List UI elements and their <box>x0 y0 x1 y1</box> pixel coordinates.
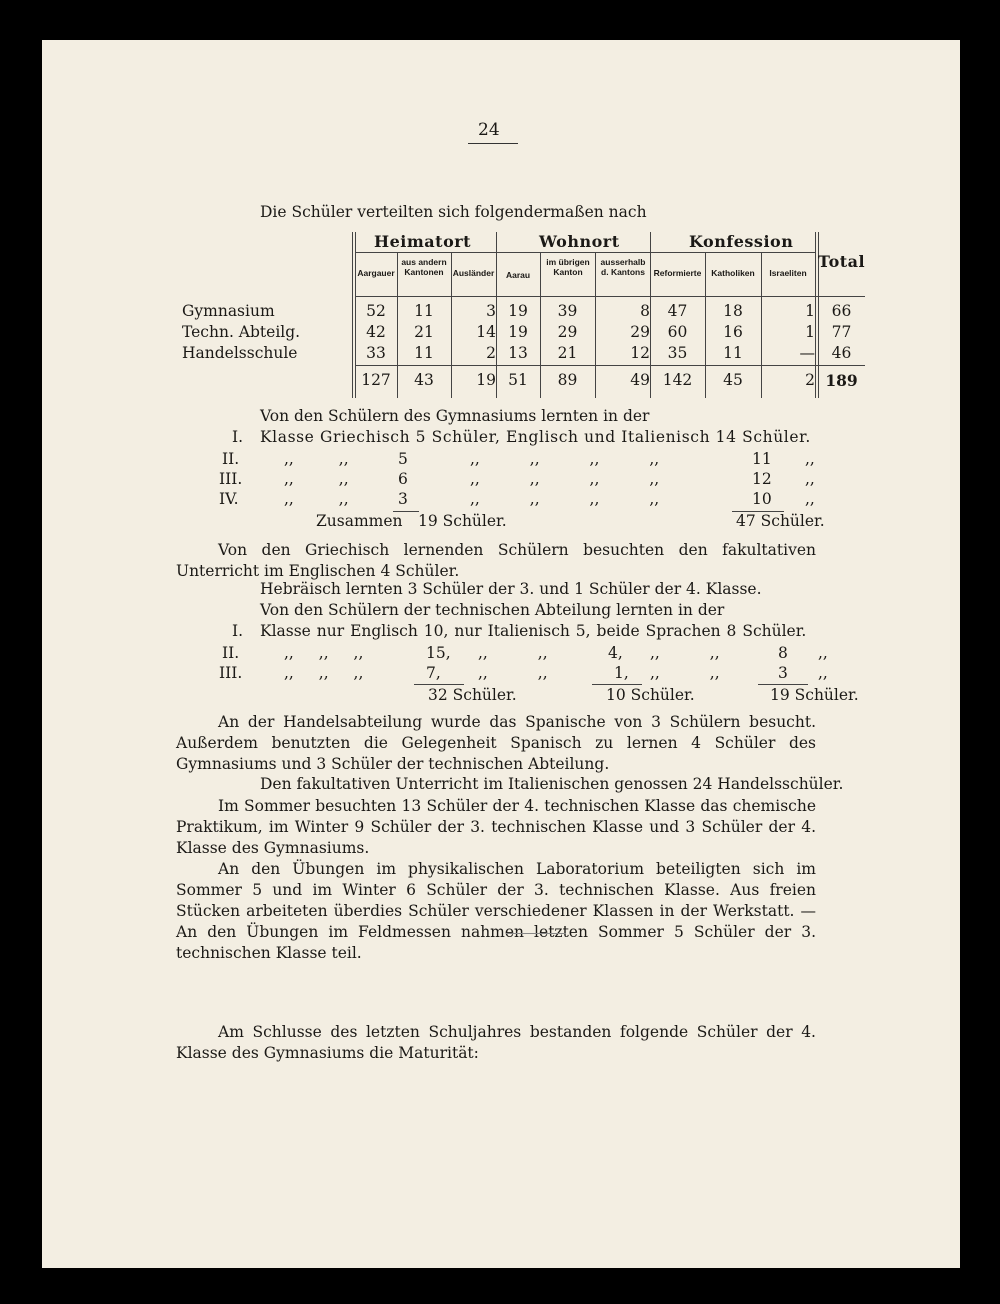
table-cell: 13 <box>508 344 528 362</box>
paragraph-physics <box>176 859 816 964</box>
total-header: Total <box>818 252 866 271</box>
tech-row-num: III. <box>219 664 243 682</box>
subheader-aarau: Aarau <box>505 270 531 280</box>
ditto-marks: ,, ,, <box>284 470 349 488</box>
table-cell: 1 <box>805 323 815 341</box>
tech-both-count: 3 <box>778 664 788 682</box>
tech-sum-english: 32 Schüler. <box>428 686 517 704</box>
table-total-cell: 45 <box>723 371 743 389</box>
table-total-cell: 142 <box>662 371 693 389</box>
gym-greek-count: 3 <box>398 490 408 508</box>
gym-row-text: Klasse Griechisch 5 Schüler, Englisch und Italienisch 14 Schüler. <box>260 428 811 446</box>
row-label: Gymnasium <box>182 302 275 320</box>
table-cell: 8 <box>640 302 650 320</box>
ditto-marks: ,, ,, <box>284 490 349 508</box>
page-number: 24 <box>478 120 500 140</box>
ditto-marks: ,, ,, <box>284 450 349 468</box>
table-cell: 19 <box>508 302 528 320</box>
ditto-marks: ,, ,, ,, ,, <box>470 470 660 488</box>
subheader-ausserhalb: ausserhalb d. Kantons <box>600 257 646 277</box>
table-total-cell: 89 <box>557 371 578 389</box>
table-cell: 47 <box>667 302 688 320</box>
tech-sum-both: 19 Schüler. <box>770 686 859 704</box>
table-cell: 12 <box>630 344 650 362</box>
table-total-cell: 2 <box>805 371 815 389</box>
gym-engl-ital-count: 11 <box>752 450 772 468</box>
group-header-wohnort: Wohnort <box>539 232 620 251</box>
table-cell: 39 <box>557 302 578 320</box>
ditto-marks: ,, <box>805 470 815 488</box>
gym-row-num: III. <box>219 470 243 488</box>
table-total-cell: 127 <box>361 371 391 389</box>
tech-intro: Von den Schülern der technischen Abteilung lernten in der <box>260 601 725 619</box>
table-cell: 14 <box>476 323 496 341</box>
table-cell: 29 <box>557 323 578 341</box>
table-cell: 52 <box>366 302 386 320</box>
gym-intro: Von den Schülern des Gymnasiums lernten in der <box>260 407 650 425</box>
paragraph-text: Von den Griechisch lernenden Schülern besuchten den fakultativen Unterricht im Englischen 4 Schüler. <box>176 541 816 580</box>
subheader-katholiken: Katholiken <box>711 268 755 278</box>
paragraph-text: Am Schlusse des letzten Schuljahres bestanden folgende Schüler der 4. Klasse des Gymnasiums die Maturität: <box>176 1023 816 1062</box>
subheader-andere-kantone: aus andern Kantonen <box>401 257 447 277</box>
table-total-cell: 19 <box>476 371 496 389</box>
group-header-konfession: Konfession <box>689 232 794 251</box>
gym-row-num: II. <box>222 450 240 468</box>
table-cell-total: 66 <box>831 302 852 320</box>
sum-label: Zusammen <box>316 512 403 530</box>
tech-row-text: Klasse nur Englisch 10, nur Italienisch 5, beide Sprachen 8 Schüler. <box>260 622 807 640</box>
table-cell: 3 <box>486 302 496 320</box>
ditto-marks: ,, <box>805 450 815 468</box>
paragraph-chemistry <box>176 796 816 859</box>
gym-engl-ital-count: 12 <box>752 470 772 488</box>
paragraph-spanish <box>176 712 816 775</box>
table-cell: 19 <box>508 323 528 341</box>
ditto-marks: ,, ,, <box>478 644 548 662</box>
subheader-auslaender: Ausländer <box>452 268 495 278</box>
table-cell: 11 <box>414 344 434 362</box>
row-label: Techn. Abteilg. <box>182 323 301 341</box>
paragraph-text: An der Handelsabteilung wurde das Spanische von 3 Schülern besucht. Außerdem benutzten die Gelegenheit Spanisch zu lernen 4 Schüler des Gymnasiums und 3 Schüler der technischen Abteilung. <box>176 713 816 773</box>
row-label: Handelsschule <box>182 344 298 362</box>
table-cell-total: 46 <box>831 344 852 362</box>
table-cell: 42 <box>366 323 386 341</box>
subheader-israeliten: Israeliten <box>769 268 807 278</box>
table-cell: 21 <box>557 344 578 362</box>
table-cell: 35 <box>667 344 688 362</box>
table-cell-total: 77 <box>831 323 852 341</box>
group-header-heimatort: Heimatort <box>374 232 472 251</box>
table-total-cell: 51 <box>508 371 528 389</box>
ditto-marks: ,, <box>818 664 828 682</box>
subheader-uebriger-kanton: im übrigen Kanton <box>546 257 590 277</box>
paragraph-italian: Den fakultativen Unterricht im Italienischen genossen 24 Handelsschüler. <box>260 775 844 793</box>
table-cell: 16 <box>723 323 743 341</box>
tech-both-count: 8 <box>778 644 788 662</box>
table-cell: 21 <box>414 323 434 341</box>
grand-total: 189 <box>825 371 858 390</box>
ditto-marks: ,, <box>805 490 815 508</box>
gym-greek-count: 6 <box>398 470 408 488</box>
tech-italian-count: 4, <box>608 644 623 662</box>
paragraph-greek-english <box>176 540 816 582</box>
ditto-marks: ,, ,, <box>478 664 548 682</box>
tech-sum-italian: 10 Schüler. <box>606 686 695 704</box>
tech-row-num: II. <box>222 644 240 662</box>
gym-row-num: I. <box>232 428 244 446</box>
gym-sum-engl-ital: 47 Schüler. <box>736 512 825 530</box>
gym-greek-count: 5 <box>398 450 408 468</box>
tech-row-num: I. <box>232 622 244 640</box>
subheader-reformierte: Reformierte <box>653 268 702 278</box>
table-cell: 29 <box>630 323 650 341</box>
ditto-marks: ,, ,, <box>650 664 720 682</box>
ditto-marks: ,, ,, ,, ,, <box>470 450 660 468</box>
paragraph-maturity <box>176 1022 816 1064</box>
paragraph-hebrew: Hebräisch lernten 3 Schüler der 3. und 1 Schüler der 4. Klasse. <box>260 580 762 598</box>
ditto-marks: ,, ,, ,, <box>284 644 364 662</box>
gym-engl-ital-count: 10 <box>752 490 772 508</box>
table-cell: 33 <box>366 344 386 362</box>
table-cell: 1 <box>805 302 815 320</box>
table-cell: 2 <box>486 344 496 362</box>
table-cell: 18 <box>723 302 743 320</box>
gym-row-num: IV. <box>219 490 239 508</box>
table-cell: 11 <box>414 302 434 320</box>
subheader-aargauer: Aargauer <box>357 268 395 278</box>
ditto-marks: ,, ,, <box>650 644 720 662</box>
table-intro: Die Schüler verteilten sich folgendermaßen nach <box>260 203 647 221</box>
section-divider <box>506 933 566 934</box>
paragraph-text: Im Sommer besuchten 13 Schüler der 4. technischen Klasse das chemische Praktikum, im Winter 9 Schüler der 3. technischen Klasse und 3 Schüler der 4. Klasse des Gymnasiums. <box>176 797 816 857</box>
gym-sum-greek: 19 Schüler. <box>418 512 507 530</box>
tech-english-count: 15, <box>426 644 451 662</box>
table-cell: 60 <box>667 323 688 341</box>
paragraph-text: An den Übungen im physikalischen Laboratorium beteiligten sich im Sommer 5 und im Winter 6 Schüler der 3. technischen Klasse. Aus freien Stücken arbeiteten überdies Schüler verschiedener Klassen in der Werkstatt. — An den Übungen im Feldmessen nahmen letzten Sommer 5 Schüler der 3. technischen Klasse teil. <box>176 860 816 962</box>
table-total-cell: 49 <box>630 371 650 389</box>
table-cell: 11 <box>723 344 743 362</box>
tech-english-count: 7, <box>426 664 441 682</box>
page-number-rule <box>468 143 518 144</box>
ditto-marks: ,, <box>818 644 828 662</box>
ditto-marks: ,, ,, ,, <box>284 664 364 682</box>
tech-italian-count: 1, <box>614 664 629 682</box>
table-total-cell: 43 <box>414 371 434 389</box>
ditto-marks: ,, ,, ,, ,, <box>470 490 660 508</box>
table-cell: — <box>799 344 815 362</box>
